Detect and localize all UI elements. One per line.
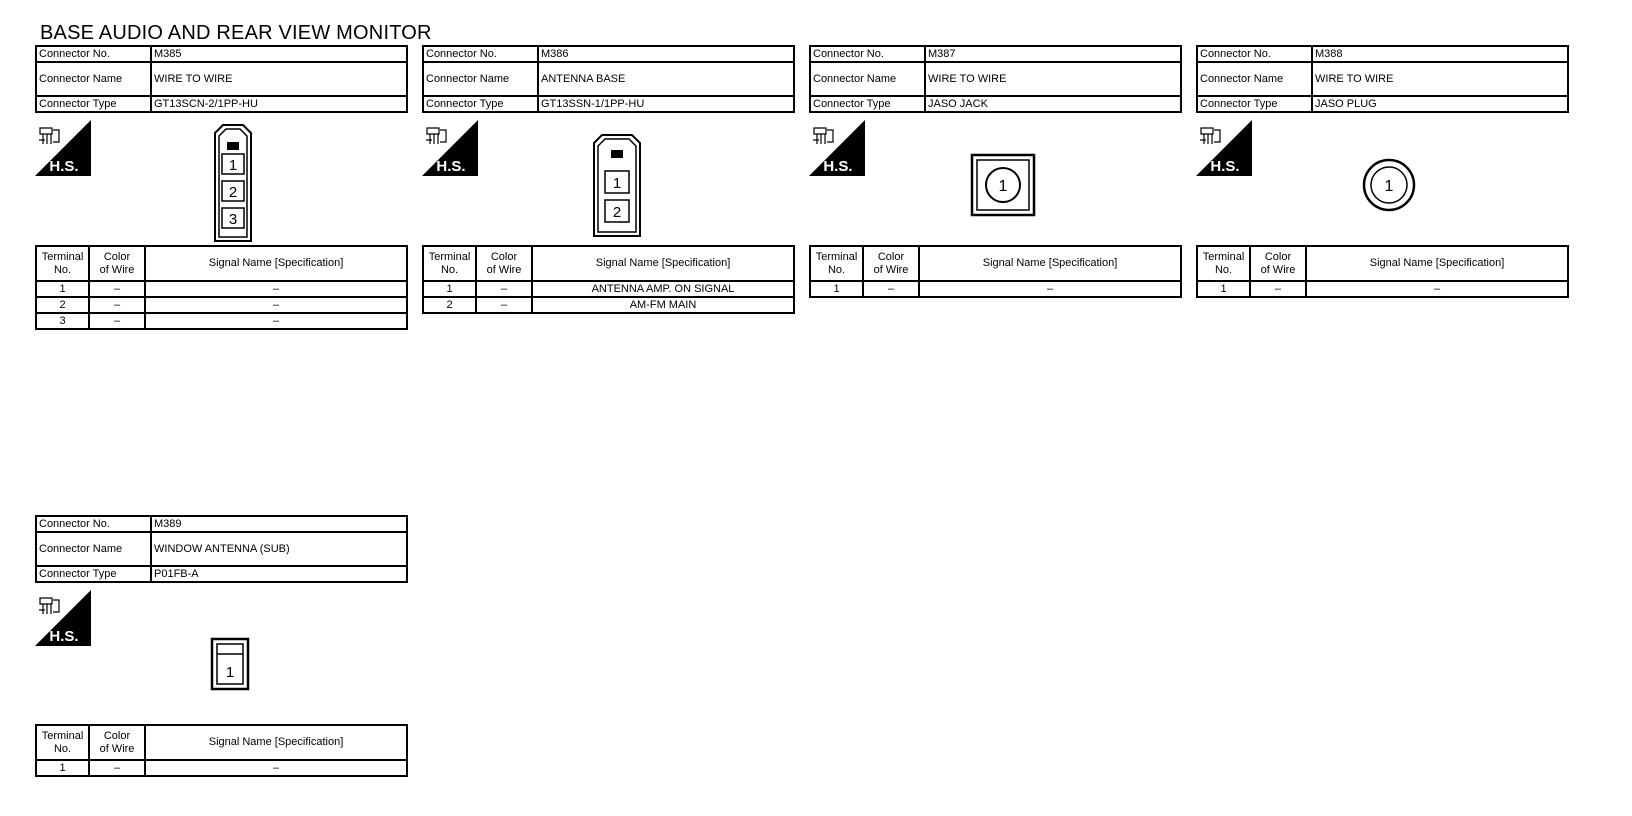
connector-name-value: WIRE TO WIRE xyxy=(1312,62,1568,96)
color-of-wire-cell: – xyxy=(863,281,919,297)
connector-no-label: Connector No. xyxy=(36,46,151,62)
signal-name-header: Signal Name [Specification] xyxy=(919,246,1181,281)
terminal-no-header: Terminal No. xyxy=(810,246,863,281)
terminal-no-cell: 1 xyxy=(810,281,863,297)
connector-name-label: Connector Name xyxy=(810,62,925,96)
terminal-no-cell: 1 xyxy=(1197,281,1250,297)
connector-no-value: M389 xyxy=(151,516,407,532)
hs-label: H.S. xyxy=(49,158,79,175)
terminal-no-cell: 1 xyxy=(36,760,89,776)
connector-type-value: P01FB-A xyxy=(151,566,407,582)
signal-name-cell: AM-FM MAIN xyxy=(532,297,794,313)
connector-name-label: Connector Name xyxy=(36,532,151,566)
hs-label: H.S. xyxy=(823,158,853,175)
pin-3-label: 3 xyxy=(228,211,238,228)
terminal-no-header: Terminal No. xyxy=(36,246,89,281)
table-row xyxy=(36,281,407,297)
signal-table xyxy=(1196,245,1569,298)
connector-name-label: Connector Name xyxy=(36,62,151,96)
connector-type-label: Connector Type xyxy=(1197,96,1312,112)
connector-name-label: Connector Name xyxy=(1197,62,1312,96)
signal-table xyxy=(809,245,1182,298)
color-of-wire-cell: – xyxy=(476,297,532,313)
pin-1-label: 1 xyxy=(228,157,238,174)
connector-name-value: WIRE TO WIRE xyxy=(925,62,1181,96)
connector-no-label: Connector No. xyxy=(423,46,538,62)
connector-info-table xyxy=(35,515,408,583)
connector-name-label: Connector Name xyxy=(423,62,538,96)
table-row xyxy=(423,281,794,297)
connector-info-table xyxy=(422,45,795,113)
signal-name-cell: – xyxy=(145,297,407,313)
terminal-no-cell: 3 xyxy=(36,313,89,329)
connector-type-value: GT13SSN-1/1PP-HU xyxy=(538,96,794,112)
signal-name-cell: – xyxy=(919,281,1181,297)
connector-type-value: JASO JACK xyxy=(925,96,1181,112)
connector-name-value: WIRE TO WIRE xyxy=(151,62,407,96)
pin-1-label: 1 xyxy=(1384,178,1394,195)
color-of-wire-cell: – xyxy=(89,297,145,313)
color-of-wire-header: Color of Wire xyxy=(1250,246,1306,281)
color-of-wire-cell: – xyxy=(89,313,145,329)
page-title: BASE AUDIO AND REAR VIEW MONITOR xyxy=(40,22,432,44)
color-of-wire-cell: – xyxy=(1250,281,1306,297)
color-of-wire-header: Color of Wire xyxy=(863,246,919,281)
connector-block-m388 xyxy=(1196,45,1569,295)
signal-name-cell: – xyxy=(145,760,407,776)
connector-name-value: WINDOW ANTENNA (SUB) xyxy=(151,532,407,566)
color-of-wire-header: Color of Wire xyxy=(89,246,145,281)
signal-name-header: Signal Name [Specification] xyxy=(532,246,794,281)
connector-no-label: Connector No. xyxy=(36,516,151,532)
connector-info-table xyxy=(809,45,1182,113)
signal-name-header: Signal Name [Specification] xyxy=(1306,246,1568,281)
terminal-no-cell: 2 xyxy=(423,297,476,313)
connector-no-value: M387 xyxy=(925,46,1181,62)
hs-label: H.S. xyxy=(436,158,466,175)
signal-name-cell: – xyxy=(145,281,407,297)
table-row xyxy=(423,297,794,313)
terminal-no-header: Terminal No. xyxy=(1197,246,1250,281)
connector-face-diagram xyxy=(1196,115,1569,245)
pin-2-label: 2 xyxy=(228,184,238,201)
connector-type-label: Connector Type xyxy=(36,96,151,112)
connector-info-table xyxy=(35,45,408,113)
hs-label: H.S. xyxy=(1210,158,1240,175)
color-of-wire-cell: – xyxy=(476,281,532,297)
terminal-no-cell: 1 xyxy=(423,281,476,297)
hs-label: H.S. xyxy=(49,628,79,645)
connector-type-label: Connector Type xyxy=(423,96,538,112)
terminal-no-cell: 2 xyxy=(36,297,89,313)
connector-face-diagram xyxy=(35,585,408,715)
connector-type-label: Connector Type xyxy=(36,566,151,582)
signal-table xyxy=(422,245,795,314)
table-row xyxy=(36,760,407,776)
signal-name-header: Signal Name [Specification] xyxy=(145,246,407,281)
signal-table xyxy=(35,724,408,777)
pin-1-label: 1 xyxy=(612,175,622,192)
signal-name-cell: – xyxy=(1306,281,1568,297)
terminal-no-cell: 1 xyxy=(36,281,89,297)
terminal-no-header: Terminal No. xyxy=(36,725,89,760)
connector-face-diagram xyxy=(809,115,1182,245)
connector-type-value: JASO PLUG xyxy=(1312,96,1568,112)
connector-type-value: GT13SCN-2/1PP-HU xyxy=(151,96,407,112)
connector-no-value: M386 xyxy=(538,46,794,62)
connector-no-label: Connector No. xyxy=(810,46,925,62)
connector-block-m386 xyxy=(422,45,795,311)
signal-table xyxy=(35,245,408,330)
signal-name-cell: – xyxy=(145,313,407,329)
connector-block-m389 xyxy=(35,515,408,774)
table-row xyxy=(36,313,407,329)
connector-face-diagram xyxy=(422,115,795,245)
signal-name-header: Signal Name [Specification] xyxy=(145,725,407,760)
connector-block-m385 xyxy=(35,45,408,327)
terminal-no-header: Terminal No. xyxy=(423,246,476,281)
table-row xyxy=(36,297,407,313)
connector-name-value: ANTENNA BASE xyxy=(538,62,794,96)
connector-no-value: M385 xyxy=(151,46,407,62)
pin-2-label: 2 xyxy=(612,204,622,221)
connector-face-diagram xyxy=(35,115,408,245)
connector-no-label: Connector No. xyxy=(1197,46,1312,62)
signal-name-cell: ANTENNA AMP. ON SIGNAL xyxy=(532,281,794,297)
connector-block-m387 xyxy=(809,45,1182,295)
color-of-wire-cell: – xyxy=(89,760,145,776)
color-of-wire-cell: – xyxy=(89,281,145,297)
pin-1-label: 1 xyxy=(225,664,235,681)
table-row xyxy=(1197,281,1568,297)
connector-type-label: Connector Type xyxy=(810,96,925,112)
connector-no-value: M388 xyxy=(1312,46,1568,62)
color-of-wire-header: Color of Wire xyxy=(89,725,145,760)
table-row xyxy=(810,281,1181,297)
color-of-wire-header: Color of Wire xyxy=(476,246,532,281)
connector-info-table xyxy=(1196,45,1569,113)
pin-1-label: 1 xyxy=(998,178,1008,195)
